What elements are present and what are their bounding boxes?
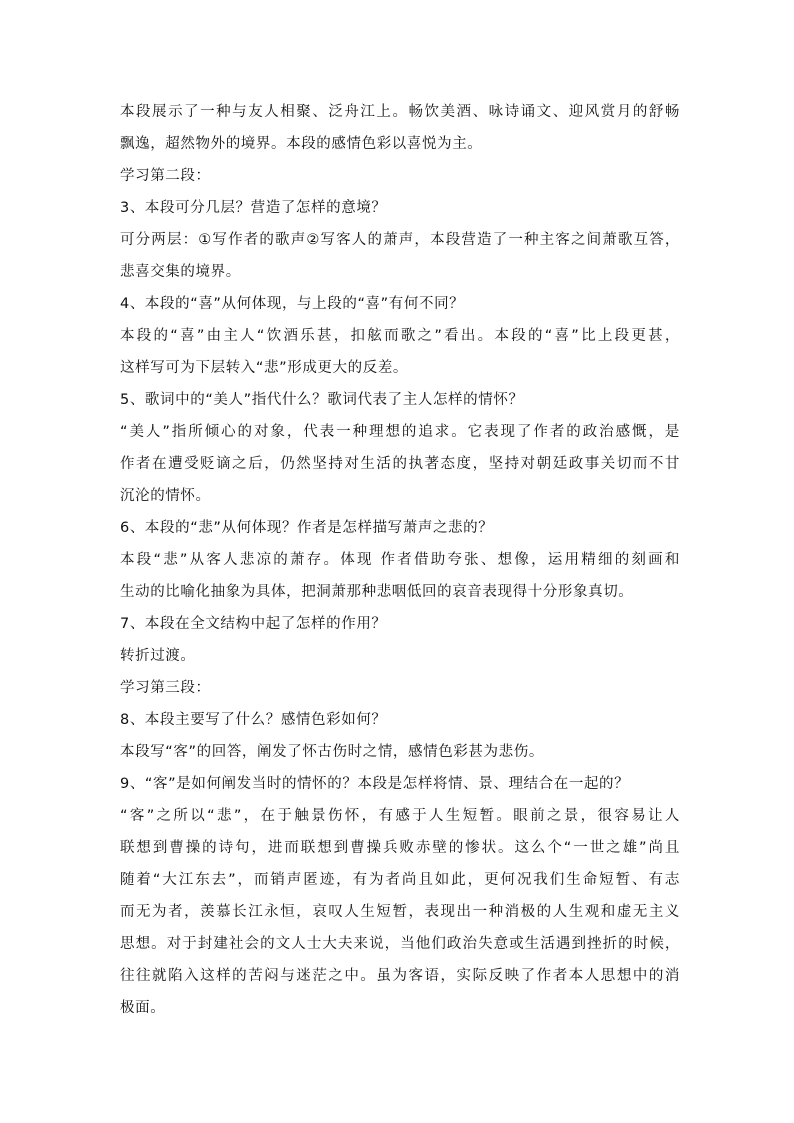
text-line: 思想。对于封建社会的文人士大夫来说，当他们政治失意或生活遇到挫折的时候， [120, 936, 680, 952]
question-line: 5、歌词中的“美人”指代什么？歌词代表了主人怎样的情怀？ [120, 392, 524, 408]
text-line: 生动的比喻化抽象为具体，把洞萧那种悲咽低回的哀音表现得十分形象真切。 [120, 584, 634, 600]
text-line: 这样写可为下层转入“悲”形成更大的反差。 [120, 360, 409, 376]
text-line: 联想到曹操的诗句，进而联想到曹操兵败赤壁的惨状。这么个“一世之雄”尚且 [120, 840, 680, 856]
text-line: 可分两层：①写作者的歌声②写客人的萧声，本段营造了一种主客之间萧歌互答， [120, 232, 680, 248]
text-line: 而无为者，羡慕长江永恒，哀叹人生短暂，表现出一种消极的人生观和虚无主义 [120, 904, 680, 920]
text-line: 本段的“喜”由主人“饮酒乐甚，扣舷而歌之”看出。本段的“喜”比上段更甚， [120, 328, 680, 344]
text-line: “客”之所以“悲”，在于触景伤怀，有感于人生短暂。眼前之景，很容易让人 [120, 808, 680, 824]
text-line: 悲喜交集的境界。 [120, 264, 241, 280]
text-line: 作者在遭受贬谪之后，仍然坚持对生活的执著态度，坚持对朝廷政事关切而不甘 [120, 456, 680, 472]
question-line: 8、本段主要写了什么？感情色彩如何？ [120, 712, 387, 728]
text-line: 随着“大江东去”，而销声匿迹，有为者尚且如此，更何况我们生命短暂、有志 [120, 872, 680, 888]
question-line: 6、本段的“悲”从何体现？作者是怎样描写萧声之悲的？ [120, 520, 494, 536]
text-line: 飘逸，超然物外的境界。本段的感情色彩以喜悦为主。 [120, 136, 483, 152]
question-line: 3、本段可分几层？营造了怎样的意境？ [120, 200, 387, 216]
text-line: 本段展示了一种与友人相聚、泛舟江上。畅饮美酒、咏诗诵文、迎风赏月的舒畅 [120, 104, 680, 120]
document-body [120, 96, 680, 1024]
question-line: 7、本段在全文结构中起了怎样的作用？ [120, 616, 387, 632]
question-line: 9、“客”是如何阐发当时的情怀的？本段是怎样将情、景、理结合在一起的？ [120, 776, 630, 792]
text-line: 极面。 [120, 1000, 166, 1016]
text-line: 往往就陷入这样的苦闷与迷茫之中。虽为客语，实际反映了作者本人思想中的消 [120, 968, 680, 984]
section-heading: 学习第二段： [120, 168, 211, 184]
question-line: 4、本段的“喜”从何体现，与上段的“喜”有何不同？ [120, 296, 465, 312]
text-line: 本段写“客”的回答，阐发了怀古伤时之情，感情色彩甚为悲伤。 [120, 744, 544, 760]
text-line: 本段“悲”从客人悲凉的萧存。体现 作者借助夸张、想像，运用精细的刻画和 [120, 552, 680, 568]
text-line: 沉沦的情怀。 [120, 488, 211, 504]
text-line: “美人”指所倾心的对象，代表一种理想的追求。它表现了作者的政治感慨，是 [120, 424, 680, 440]
text-line: 转折过渡。 [120, 648, 196, 664]
section-heading: 学习第三段： [120, 680, 211, 696]
